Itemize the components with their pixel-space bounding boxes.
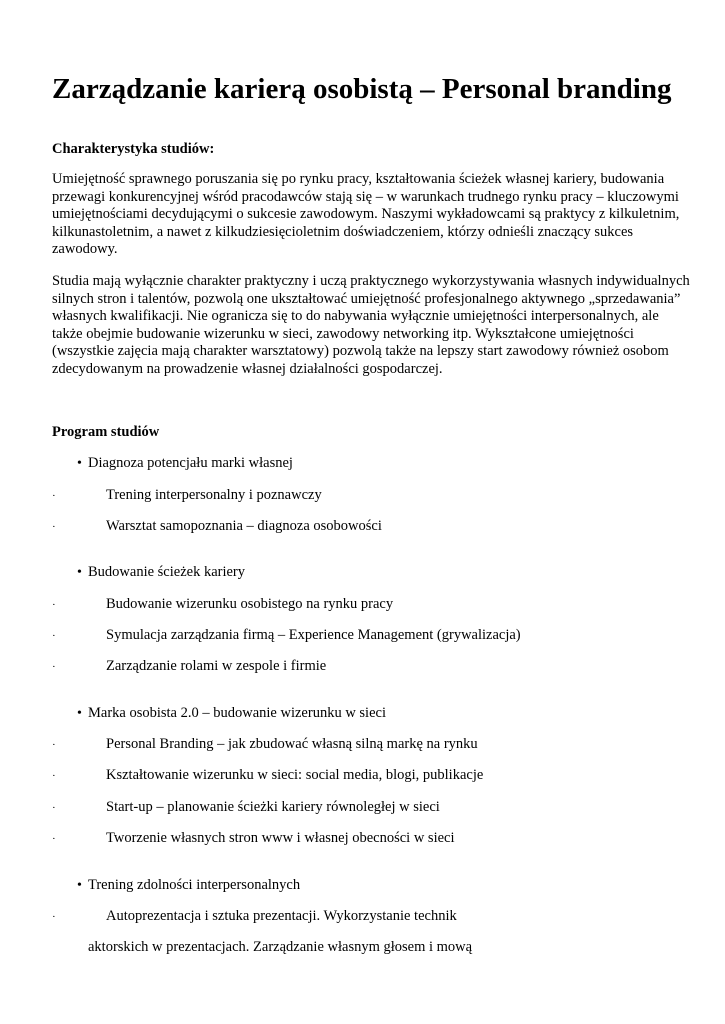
program-item: [52, 626, 672, 645]
item-marker: ·: [52, 833, 56, 845]
item-label: Symulacja zarządzania firmą – Experience Management (grywalizacja): [106, 627, 521, 643]
item-marker: ·: [52, 911, 56, 923]
program-item: [52, 595, 672, 614]
item-marker: ·: [52, 630, 56, 642]
program-module: [77, 876, 300, 895]
item-marker: ·: [52, 521, 56, 533]
item-label: Tworzenie własnych stron www i własnej obecności w sieci: [106, 830, 455, 846]
item-marker: ·: [52, 802, 56, 814]
item-label: Personal Branding – jak zbudować własną silną markę na rynku: [106, 736, 478, 752]
item-marker: ·: [52, 661, 56, 673]
module-name: Trening zdolności interpersonalnych: [88, 877, 301, 893]
item-label: Budowanie wizerunku osobistego na rynku pracy: [106, 596, 394, 612]
bullet-icon: •: [77, 456, 82, 471]
bullet-icon: •: [77, 878, 82, 893]
module-name: Budowanie ścieżek kariery: [88, 564, 246, 580]
item-marker: ·: [52, 599, 56, 611]
item-label: Start-up – planowanie ścieżki kariery równoległej w sieci: [106, 799, 440, 815]
program-item: [52, 907, 672, 926]
bullet-icon: •: [77, 706, 82, 721]
program-item: [52, 486, 672, 505]
program-item: [52, 517, 672, 536]
program-module: [77, 563, 245, 582]
item-label: Warsztat samopoznania – diagnoza osobowości: [106, 518, 382, 534]
characteristics-paragraph-2: Studia mają wyłącznie charakter praktyczny i uczą praktycznego wykorzystywania własnych indywidualnych silnych stron i talentów, pozwolą one ukształtować umiejętność profesjonalnego aktywnego „sprzedawania” własnych kwalifikacji. Nie ogranicza się to do nabywania wyłącznie umiejętności interpersonalnych, ale także obejmie budowanie wizerunku w sieci, zawodowy networking itp. Wykształcone umiejętności (wszystkie zajęcia mają charakter warsztatowy) pozwolą także na lepszy start zawodowy również osobom zdecydowanym na prowadzenie własnej działalności gospodarczej.: [52, 273, 690, 377]
bullet-icon: •: [77, 565, 82, 580]
document-title: Zarządzanie karierą osobistą – Personal branding: [52, 73, 672, 105]
item-label: Kształtowanie wizerunku w sieci: social media, blogi, publikacje: [106, 767, 484, 783]
item-label: Zarządzanie rolami w zespole i firmie: [106, 658, 327, 674]
module-name: Marka osobista 2.0 – budowanie wizerunku w sieci: [88, 705, 386, 721]
program-item: [52, 657, 672, 676]
item-label: Autoprezentacja i sztuka prezentacji. Wykorzystanie technik: [106, 908, 457, 924]
program-module: [77, 704, 386, 723]
item-marker: ·: [52, 770, 56, 782]
characteristics-paragraph-1: Umiejętność sprawnego poruszania się po rynku pracy, kształtowania ścieżek własnej kariery, budowania przewagi konkurencyjnej wśród pracodawców stają się – w warunkach trudnego rynku pracy – kluczowymi umiejętnościami decydującymi o sukcesie zawodowym. Naszymi wykładowcami są praktycy z kilkuletnim, kilkunastoletnim, a nawet z kilkudziesięcioletnim doświadczeniem, którzy odnieśli znaczący sukces zawodowy.: [52, 171, 680, 258]
program-item: [52, 766, 672, 785]
item-label: Trening interpersonalny i poznawczy: [106, 487, 322, 503]
program-item-continuation: aktorskich w prezentacjach. Zarządzanie własnym głosem i mową: [88, 939, 473, 955]
program-item: [52, 798, 672, 817]
program-item: [52, 829, 672, 848]
characteristics-heading: Charakterystyka studiów:: [52, 141, 215, 157]
program-item: [52, 735, 672, 754]
module-name: Diagnoza potencjału marki własnej: [88, 455, 293, 471]
program-module: [77, 454, 293, 473]
item-marker: ·: [52, 490, 56, 502]
item-marker: ·: [52, 739, 56, 751]
program-heading: Program studiów: [52, 424, 160, 440]
